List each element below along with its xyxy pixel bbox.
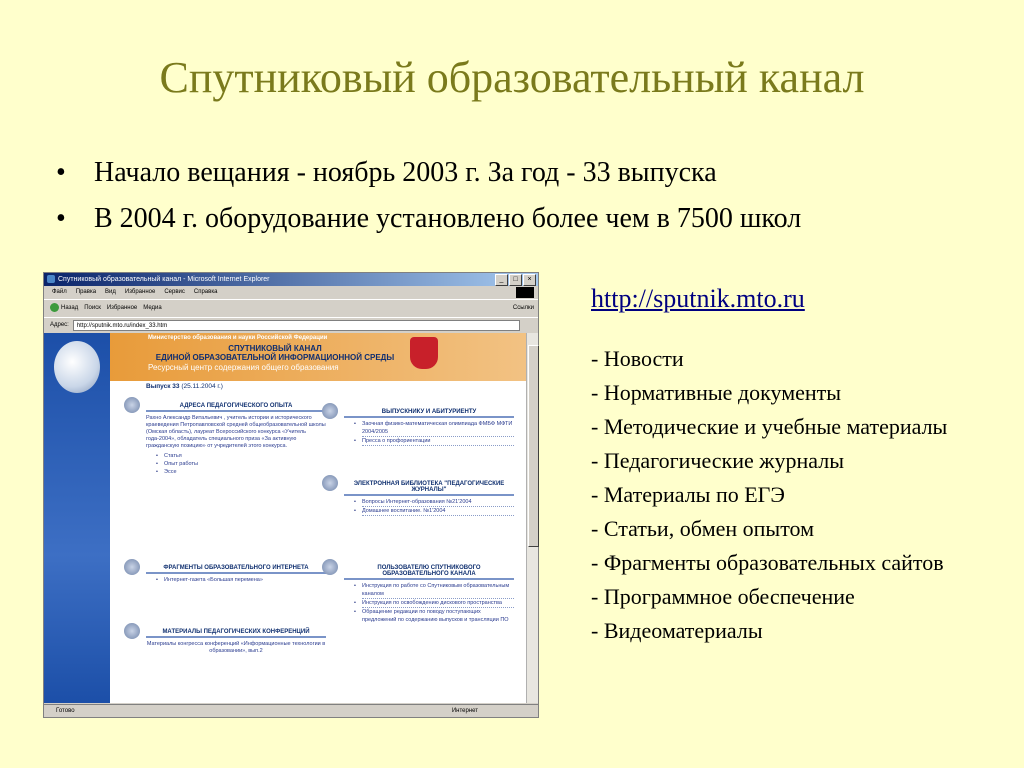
menu-favorites: Избранное xyxy=(124,289,156,295)
issue-label: Выпуск 33 xyxy=(146,383,180,390)
section-text: Материалы конгресса конференций «Информационные технологии в образовании», вып.2 xyxy=(146,641,326,654)
web-page xyxy=(44,333,526,703)
channel-title xyxy=(110,344,440,362)
section-link: • Домашнее воспитание. №1'2004 xyxy=(362,507,514,516)
browser-menu-bar xyxy=(44,286,538,300)
browser-scrollbar xyxy=(526,333,538,703)
site-section-item: - Фрагменты образовательных сайтов xyxy=(591,550,944,575)
section-head: ПОЛЬЗОВАТЕЛЮ СПУТНИКОВОГО ОБРАЗОВАТЕЛЬНОГО КАНАЛА xyxy=(344,565,514,580)
bullet-dot: • xyxy=(56,157,66,188)
section-head: ЭЛЕКТРОННАЯ БИБЛИОТЕКА "ПЕДАГОГИЧЕСКИЕ ЖУРНАЛЫ" xyxy=(344,481,514,496)
site-section-item: - Программное обеспечение xyxy=(591,584,855,609)
status-text: Готово xyxy=(56,708,75,714)
section-link: • Статья xyxy=(164,452,326,460)
coat-of-arms-icon xyxy=(410,337,438,369)
satellite-dish-icon xyxy=(54,341,100,393)
windows-logo-icon xyxy=(516,287,534,298)
slide-title: Спутниковый образовательный канал xyxy=(159,53,865,102)
minimize-icon: _ xyxy=(495,274,508,286)
address-label: Адрес: xyxy=(50,322,69,328)
site-url-link[interactable]: http://sputnik.mto.ru xyxy=(591,284,805,313)
section-link: • Интернет-газета «Большая перемена» xyxy=(164,576,326,584)
site-section-item: - Видеоматериалы xyxy=(591,618,763,643)
browser-title: Спутниковый образовательный канал - Microsoft Internet Explorer xyxy=(58,276,270,283)
scrollbar-thumb xyxy=(528,345,539,547)
antenna-icon xyxy=(124,623,140,639)
ie-icon xyxy=(47,275,55,283)
site-sections-list xyxy=(591,342,981,648)
back-button xyxy=(50,300,78,317)
section-link: • Вопросы Интернет-образования №21'2004 xyxy=(362,498,514,507)
section-links xyxy=(146,576,326,584)
section-head: ВЫПУСКНИКУ И АБИТУРИЕНТУ xyxy=(344,409,514,418)
media-label: Медиа xyxy=(143,305,162,311)
site-section-item: - Нормативные документы xyxy=(591,380,842,405)
links-button: Ссылки xyxy=(512,305,534,311)
section-addresses xyxy=(146,403,326,476)
issue-date: (25.11.2004 г.) xyxy=(181,383,223,390)
section-link: • Обращение редакции по поводу поступающих предложений по содержанию выпусков и трансляции ПО xyxy=(362,608,514,624)
section-links xyxy=(344,498,514,516)
antenna-icon xyxy=(322,475,338,491)
antenna-icon xyxy=(124,559,140,575)
section-head: АДРЕСА ПЕДАГОГИЧЕСКОГО ОПЫТА xyxy=(146,403,326,412)
back-label: Назад xyxy=(61,305,79,311)
section-text: Рахно Александр Витальевич , учитель истории и исторического краеведения Петропавловской средней общеобразовательной школы (Омская область), лауреат Всероссийского конкурса «Учитель года-2004», обладатель специального приза «За активную гражданскую позицию» от учредителей этого конкурса. xyxy=(146,415,326,449)
close-icon: × xyxy=(523,274,536,286)
menu-file: Файл xyxy=(52,289,67,295)
section-link: • Инструкция по работе со Спутниковым образовательным каналом xyxy=(362,582,514,599)
section-link: • Заочная физико-математическая олимпиада ФМБФ МФТИ 2004/2005 xyxy=(362,420,514,437)
bullet-list xyxy=(56,150,996,242)
address-field: http://sputnik.mto.ru/index_33.htm xyxy=(73,320,520,331)
search-label: Поиск xyxy=(84,305,101,311)
favorites-button xyxy=(107,300,137,317)
bullet-item xyxy=(56,196,996,242)
section-head: ФРАГМЕНТЫ ОБРАЗОВАТЕЛЬНОГО ИНТЕРНЕТА xyxy=(146,565,326,574)
section-graduate xyxy=(344,409,514,446)
section-user xyxy=(344,565,514,624)
section-links xyxy=(146,452,326,476)
address-bar xyxy=(44,318,538,334)
bullet-item xyxy=(56,150,996,196)
section-links xyxy=(344,420,514,446)
channel-title-2: ЕДИНОЙ ОБРАЗОВАТЕЛЬНОЙ ИНФОРМАЦИОННОЙ СРЕДЫ xyxy=(155,353,395,362)
back-icon xyxy=(50,303,59,312)
menu-help: Справка xyxy=(193,289,218,295)
issue-line xyxy=(146,383,223,390)
site-section-item: - Педагогические журналы xyxy=(591,448,844,473)
status-zone: Интернет xyxy=(451,708,478,714)
site-section-item: - Методические и учебные материалы xyxy=(591,414,948,439)
browser-screenshot xyxy=(43,272,539,718)
section-library xyxy=(344,481,514,516)
section-link: • Инструкция по освобождению дискового пространства xyxy=(362,599,514,608)
search-button xyxy=(84,300,101,317)
ministry-text: Министерство образования и науки Российской Федерации xyxy=(148,335,328,341)
section-fragments xyxy=(146,565,326,584)
section-link: • Опыт работы xyxy=(164,460,326,468)
media-button xyxy=(143,300,161,317)
antenna-icon xyxy=(322,403,338,419)
channel-title-1: СПУТНИКОВЫЙ КАНАЛ xyxy=(228,344,322,353)
resource-center-text: Ресурсный центр содержания общего образования xyxy=(148,363,339,372)
bullet-dot: • xyxy=(56,203,66,234)
antenna-icon xyxy=(322,559,338,575)
antenna-icon xyxy=(124,397,140,413)
menu-view: Вид xyxy=(105,289,116,295)
window-buttons xyxy=(495,274,536,286)
site-section-item: - Статьи, обмен опытом xyxy=(591,516,815,541)
favorites-label: Избранное xyxy=(106,305,138,311)
section-link: • Пресса о профориентации xyxy=(362,437,514,446)
section-head: МАТЕРИАЛЫ ПЕДАГОГИЧЕСКИХ КОНФЕРЕНЦИЙ xyxy=(146,629,326,638)
bullet-text: Начало вещания - ноябрь 2003 г. За год - 33 выпуска xyxy=(94,157,717,188)
site-section-item: - Новости xyxy=(591,346,684,371)
browser-title-bar xyxy=(44,273,538,286)
page-header xyxy=(110,333,526,381)
maximize-icon: □ xyxy=(509,274,522,286)
browser-toolbar xyxy=(44,300,538,318)
site-section-item: - Материалы по ЕГЭ xyxy=(591,482,785,507)
section-conferences xyxy=(146,629,326,655)
menu-edit: Правка xyxy=(75,289,97,295)
browser-status-bar xyxy=(44,704,538,717)
section-links xyxy=(344,582,514,624)
bullet-text: В 2004 г. оборудование установлено более чем в 7500 школ xyxy=(94,203,802,234)
menu-tools: Сервис xyxy=(164,289,185,295)
section-link: • Эссе xyxy=(164,468,326,476)
